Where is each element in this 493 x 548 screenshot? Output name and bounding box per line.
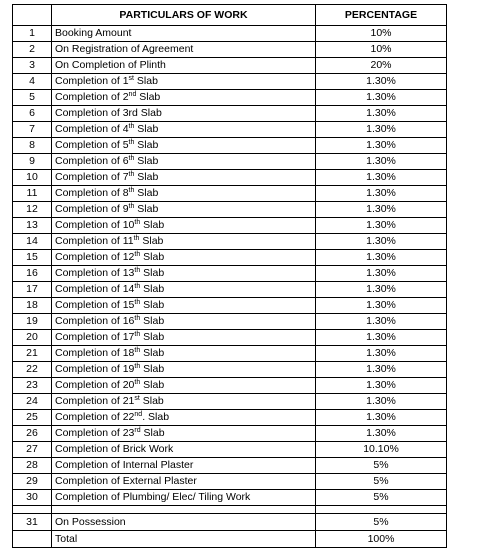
particulars-text: Completion of 16 <box>55 315 135 328</box>
table-row <box>13 330 447 346</box>
particulars-text: Completion of 1 <box>55 75 129 88</box>
ordinal-suffix: th <box>134 363 141 371</box>
row-particulars <box>52 282 316 298</box>
row-number: 30 <box>13 490 52 506</box>
table-row <box>13 122 447 138</box>
ordinal-suffix: th <box>134 219 141 227</box>
particulars-text: Completion of 11 <box>55 235 134 248</box>
particulars-text: Completion of 4 <box>55 123 129 136</box>
row-number: 19 <box>13 314 52 330</box>
spacer-cell <box>13 506 52 514</box>
row-particulars <box>52 362 316 378</box>
payment-schedule-table <box>12 4 447 548</box>
particulars-text: Completion of 19 <box>55 363 135 376</box>
ordinal-suffix: th <box>128 123 135 131</box>
particulars-tail: Slab <box>134 123 159 136</box>
particulars-text: Completion of 6 <box>55 155 129 168</box>
row-number: 15 <box>13 250 52 266</box>
row-number: 25 <box>13 410 52 426</box>
particulars-text: Completion of 12 <box>55 251 135 264</box>
row-number: 6 <box>13 106 52 122</box>
spacer-cell <box>52 506 316 514</box>
particulars-tail: Slab <box>136 91 161 104</box>
particulars-text: Completion of 2 <box>55 91 129 104</box>
row-particulars <box>52 170 316 186</box>
row-particulars <box>52 314 316 330</box>
particulars-text: Completion of 20 <box>55 379 135 392</box>
particulars-text: Completion of 7 <box>55 171 129 184</box>
row-particulars <box>52 26 316 42</box>
row-percentage: 10% <box>316 42 447 58</box>
row-percentage: 1.30% <box>316 138 447 154</box>
row-particulars <box>52 154 316 170</box>
particulars-text: Completion of 8 <box>55 187 129 200</box>
table-row <box>13 474 447 490</box>
row-percentage: 1.30% <box>316 250 447 266</box>
total-row <box>13 531 447 548</box>
particulars-text: Completion of 22 <box>55 411 135 424</box>
row-particulars <box>52 490 316 506</box>
particulars-text: Completion of 3rd Slab <box>55 107 162 120</box>
row-particulars <box>52 218 316 234</box>
row-percentage: 1.30% <box>316 426 447 442</box>
row-particulars <box>52 234 316 250</box>
table-row <box>13 282 447 298</box>
row-percentage: 20% <box>316 58 447 74</box>
row-percentage: 100% <box>316 531 447 548</box>
row-number: 1 <box>13 26 52 42</box>
row-number: 11 <box>13 186 52 202</box>
row-number: 27 <box>13 442 52 458</box>
particulars-tail: Slab <box>140 347 165 360</box>
row-particulars <box>52 298 316 314</box>
row-particulars <box>52 106 316 122</box>
row-percentage: 1.30% <box>316 410 447 426</box>
row-percentage: 1.30% <box>316 106 447 122</box>
particulars-tail: Slab <box>140 267 165 280</box>
row-particulars <box>52 74 316 90</box>
ordinal-suffix: th <box>134 331 141 339</box>
row-particulars <box>52 42 316 58</box>
row-number: 24 <box>13 394 52 410</box>
particulars-text: Completion of External Plaster <box>55 475 197 488</box>
row-particulars <box>52 58 316 74</box>
particulars-tail: Slab <box>140 251 165 264</box>
row-number: 26 <box>13 426 52 442</box>
ordinal-suffix: th <box>134 283 141 291</box>
particulars-text: Completion of 18 <box>55 347 135 360</box>
row-particulars: On Possession <box>52 514 316 531</box>
row-number: 21 <box>13 346 52 362</box>
particulars-text: On Completion of Plinth <box>55 59 166 72</box>
row-particulars <box>52 426 316 442</box>
ordinal-suffix: th <box>128 187 135 195</box>
row-number: 4 <box>13 74 52 90</box>
row-percentage: 1.30% <box>316 266 447 282</box>
row-percentage: 1.30% <box>316 378 447 394</box>
table-row <box>13 266 447 282</box>
row-particulars <box>52 378 316 394</box>
ordinal-suffix: st <box>134 395 140 403</box>
table-row <box>13 314 447 330</box>
ordinal-suffix: th <box>134 299 141 307</box>
row-number: 23 <box>13 378 52 394</box>
table-row <box>13 490 447 506</box>
row-percentage: 1.30% <box>316 122 447 138</box>
row-percentage: 1.30% <box>316 170 447 186</box>
row-number: 10 <box>13 170 52 186</box>
row-number: 28 <box>13 458 52 474</box>
row-percentage: 10.10% <box>316 442 447 458</box>
row-percentage: 1.30% <box>316 330 447 346</box>
ordinal-suffix: nd <box>134 411 143 419</box>
row-particulars <box>52 250 316 266</box>
particulars-tail: . Slab <box>142 411 170 424</box>
row-number: 22 <box>13 362 52 378</box>
particulars-text: Completion of Plumbing/ Elec/ Tiling Work <box>55 491 251 504</box>
header-number <box>13 5 52 26</box>
ordinal-suffix: th <box>128 155 135 163</box>
row-particulars <box>52 442 316 458</box>
row-particulars <box>52 410 316 426</box>
ordinal-suffix: rd <box>134 427 141 435</box>
particulars-tail: Slab <box>140 299 165 312</box>
particulars-tail: Slab <box>140 315 165 328</box>
table-row <box>13 154 447 170</box>
row-number: 5 <box>13 90 52 106</box>
particulars-tail: Slab <box>134 171 159 184</box>
row-particulars <box>52 458 316 474</box>
row-percentage: 1.30% <box>316 154 447 170</box>
header-particulars: PARTICULARS OF WORK <box>52 5 316 26</box>
particulars-text: Completion of 14 <box>55 283 135 296</box>
row-number: 17 <box>13 282 52 298</box>
particulars-text: Booking Amount <box>55 27 132 40</box>
particulars-text: Completion of 21 <box>55 395 135 408</box>
ordinal-suffix: th <box>134 315 141 323</box>
table-row <box>13 42 447 58</box>
ordinal-suffix: th <box>128 171 135 179</box>
row-particulars <box>52 202 316 218</box>
row-percentage: 5% <box>316 458 447 474</box>
row-particulars <box>52 138 316 154</box>
particulars-tail: Slab <box>140 427 165 440</box>
table-row <box>13 58 447 74</box>
particulars-text: Completion of 13 <box>55 267 135 280</box>
row-percentage: 10% <box>316 26 447 42</box>
ordinal-suffix: th <box>133 235 140 243</box>
particulars-tail: Slab <box>140 379 165 392</box>
particulars-text: Completion of 10 <box>55 219 135 232</box>
table-row <box>13 218 447 234</box>
header-row <box>13 5 447 26</box>
row-percentage: 1.30% <box>316 90 447 106</box>
ordinal-suffix: st <box>128 75 134 83</box>
ordinal-suffix: th <box>134 251 141 259</box>
row-particulars <box>52 266 316 282</box>
ordinal-suffix: th <box>128 139 135 147</box>
row-number: 20 <box>13 330 52 346</box>
row-number: 7 <box>13 122 52 138</box>
row-percentage: 1.30% <box>316 218 447 234</box>
particulars-text: On Registration of Agreement <box>55 43 194 56</box>
table-row <box>13 202 447 218</box>
table-row <box>13 442 447 458</box>
table-row <box>13 378 447 394</box>
ordinal-suffix: th <box>134 347 141 355</box>
ordinal-suffix: nd <box>128 91 137 99</box>
table-row <box>13 394 447 410</box>
particulars-tail: Slab <box>139 395 164 408</box>
table-row <box>13 410 447 426</box>
header-percentage: PERCENTAGE <box>316 5 447 26</box>
row-number: 12 <box>13 202 52 218</box>
particulars-text: Completion of Brick Work <box>55 443 174 456</box>
table-row <box>13 74 447 90</box>
particulars-tail: Slab <box>140 363 165 376</box>
ordinal-suffix: th <box>134 267 141 275</box>
particulars-text: Completion of 23 <box>55 427 135 440</box>
row-particulars: Total <box>52 531 316 548</box>
row-percentage: 5% <box>316 514 447 531</box>
row-number <box>13 531 52 548</box>
table-row <box>13 170 447 186</box>
row-number: 16 <box>13 266 52 282</box>
particulars-text: Completion of 17 <box>55 331 135 344</box>
particulars-tail: Slab <box>140 283 165 296</box>
row-number: 18 <box>13 298 52 314</box>
table-row <box>13 90 447 106</box>
table-row <box>13 426 447 442</box>
particulars-tail: Slab <box>134 75 158 88</box>
row-percentage: 1.30% <box>316 314 447 330</box>
particulars-tail: Slab <box>139 235 164 248</box>
particulars-tail: Slab <box>134 139 159 152</box>
row-number: 31 <box>13 514 52 531</box>
ordinal-suffix: th <box>128 203 135 211</box>
particulars-tail: Slab <box>134 187 159 200</box>
row-particulars <box>52 90 316 106</box>
row-percentage: 5% <box>316 474 447 490</box>
row-percentage: 1.30% <box>316 362 447 378</box>
table-row <box>13 138 447 154</box>
particulars-text: Completion of Internal Plaster <box>55 459 194 472</box>
particulars-text: Completion of 15 <box>55 299 135 312</box>
row-particulars <box>52 122 316 138</box>
row-percentage: 1.30% <box>316 298 447 314</box>
particulars-tail: Slab <box>134 155 159 168</box>
row-percentage: 1.30% <box>316 202 447 218</box>
row-number: 8 <box>13 138 52 154</box>
particulars-text: Completion of 5 <box>55 139 129 152</box>
row-percentage: 1.30% <box>316 186 447 202</box>
row-percentage: 1.30% <box>316 346 447 362</box>
table-row <box>13 186 447 202</box>
row-particulars <box>52 474 316 490</box>
spacer-row <box>13 506 447 514</box>
row-number: 2 <box>13 42 52 58</box>
row-number: 14 <box>13 234 52 250</box>
table-row <box>13 458 447 474</box>
row-number: 13 <box>13 218 52 234</box>
row-percentage: 1.30% <box>316 394 447 410</box>
table-row <box>13 26 447 42</box>
table-row <box>13 298 447 314</box>
table-row <box>13 514 447 531</box>
particulars-tail: Slab <box>134 203 159 216</box>
row-percentage: 5% <box>316 490 447 506</box>
table-row <box>13 234 447 250</box>
row-percentage: 1.30% <box>316 74 447 90</box>
row-particulars <box>52 330 316 346</box>
spacer-cell <box>316 506 447 514</box>
table-row <box>13 106 447 122</box>
row-number: 9 <box>13 154 52 170</box>
table-row <box>13 362 447 378</box>
particulars-text: Completion of 9 <box>55 203 129 216</box>
row-particulars <box>52 394 316 410</box>
row-number: 29 <box>13 474 52 490</box>
row-particulars <box>52 346 316 362</box>
row-percentage: 1.30% <box>316 234 447 250</box>
row-percentage: 1.30% <box>316 282 447 298</box>
ordinal-suffix: th <box>134 379 141 387</box>
particulars-tail: Slab <box>140 219 165 232</box>
table-row <box>13 346 447 362</box>
table-row <box>13 250 447 266</box>
particulars-tail: Slab <box>140 331 165 344</box>
row-particulars <box>52 186 316 202</box>
row-number: 3 <box>13 58 52 74</box>
payment-schedule-body <box>13 5 447 548</box>
